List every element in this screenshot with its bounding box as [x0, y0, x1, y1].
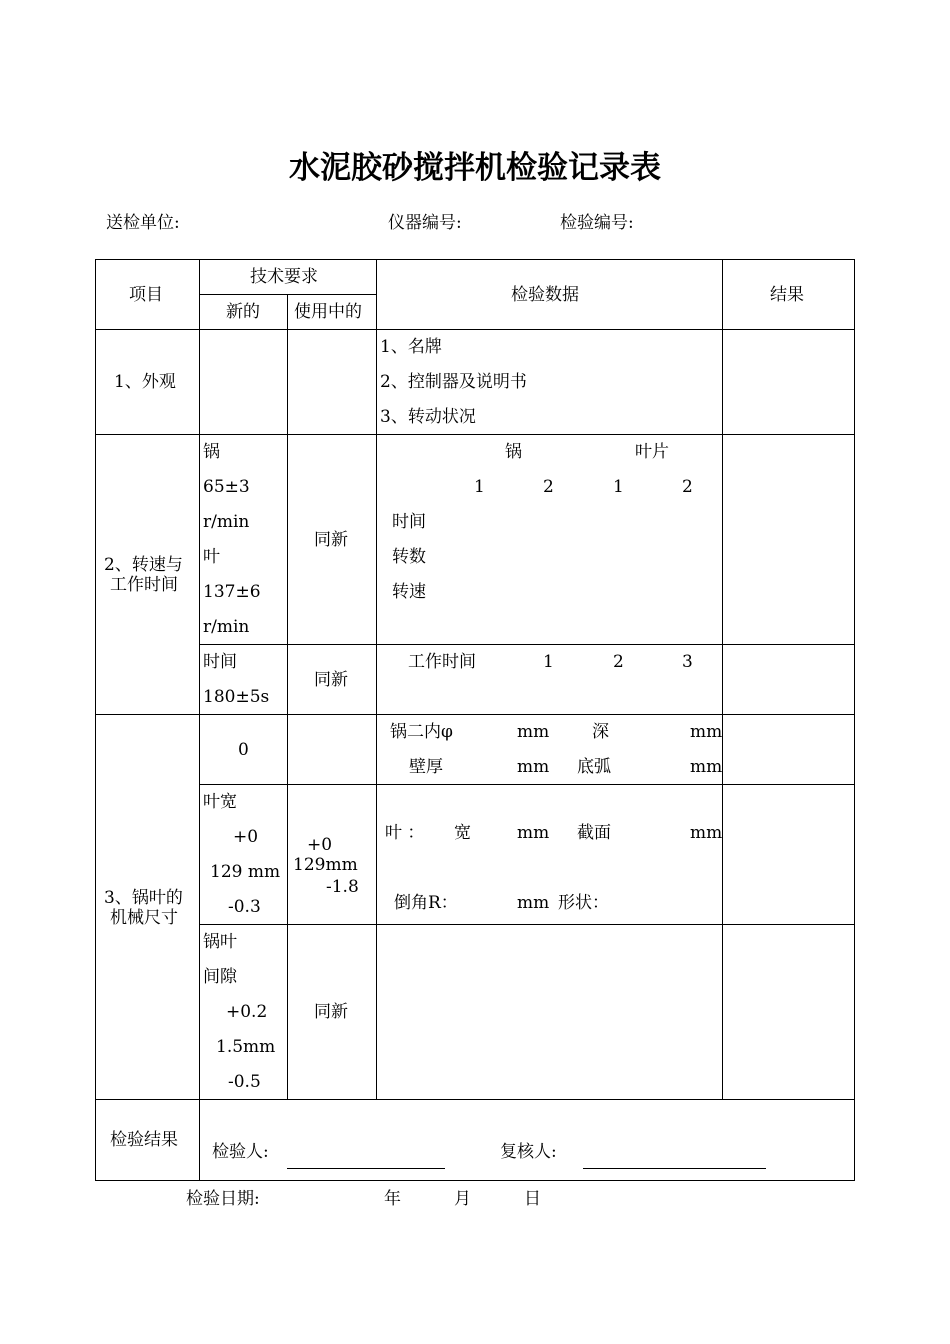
page-title: 水泥胶砂搅拌机检验记录表: [289, 150, 661, 186]
col-new: 新的: [226, 302, 260, 322]
sub2-new-line: +0: [233, 827, 259, 847]
speed-num: 2: [682, 477, 693, 497]
sub3-new-line: 间隙: [203, 967, 237, 987]
sub2-in-use-line: +0: [307, 835, 333, 855]
speed-pot-header: 锅: [505, 442, 522, 462]
col-tech-req: 技术要求: [250, 267, 318, 287]
sub3-new-line: 1.5mm: [216, 1037, 276, 1057]
sub2-in-use-line: 129mm: [293, 855, 358, 875]
time-new-line: 时间: [203, 652, 237, 672]
sub3-new-line: -0.5: [228, 1072, 261, 1092]
sub1-line2: 底弧: [577, 757, 611, 777]
inspector-signature-line[interactable]: [287, 1168, 445, 1169]
sub2-line1: mm: [690, 823, 723, 843]
work-time-num: 2: [613, 652, 624, 672]
sub1-new: 0: [238, 740, 249, 760]
sub2-line1: mm: [517, 823, 550, 843]
sub1-line2: mm: [517, 757, 550, 777]
col-in-use: 使用中的: [294, 302, 362, 322]
work-time-label: 工作时间: [408, 652, 476, 672]
speed-new-line: r/min: [203, 512, 250, 532]
sub1-line2: mm: [690, 757, 723, 777]
sub2-line2: 形状：: [558, 893, 609, 913]
date-month: 月: [454, 1189, 471, 1209]
inspection-no-label: 检验编号:: [560, 213, 634, 233]
sub2-line1: 截面: [577, 823, 611, 843]
speed-new-line: 137±6: [203, 582, 261, 602]
speed-new-line: r/min: [203, 617, 250, 637]
row1-data-line: 3、转动状况: [380, 407, 476, 427]
row3-item: 机械尺寸: [110, 908, 178, 928]
row2-item: 工作时间: [110, 575, 178, 595]
sub3-in-use: 同新: [314, 1002, 348, 1022]
sub2-line2: mm: [517, 893, 550, 913]
speed-blade-header: 叶片: [635, 442, 669, 462]
speed-row-label: 时间: [392, 512, 426, 532]
sender-unit-label: 送检单位:: [106, 213, 180, 233]
row1-item: 1、外观: [114, 372, 176, 392]
date-label: 检验日期:: [186, 1189, 260, 1209]
inspector-label: 检验人:: [212, 1142, 269, 1162]
sub2-new-line: -0.3: [228, 897, 261, 917]
sub2-in-use-line: -1.8: [326, 877, 359, 897]
speed-new-line: 叶: [203, 547, 220, 567]
sub2-line2: 倒角R：: [394, 893, 458, 913]
sub1-line1: mm: [517, 722, 550, 742]
row1-data-line: 1、名牌: [380, 337, 442, 357]
sub1-line1: 深: [592, 722, 609, 742]
row3-item: 3、锅叶的: [104, 888, 183, 908]
speed-new-line: 65±3: [203, 477, 250, 497]
speed-num: 1: [613, 477, 624, 497]
sub1-line2: 壁厚: [409, 757, 443, 777]
work-time-num: 3: [682, 652, 693, 672]
row2-item: 2、转速与: [104, 555, 183, 575]
speed-num: 1: [474, 477, 485, 497]
col-item: 项目: [129, 285, 163, 305]
result-label: 检验结果: [110, 1130, 178, 1150]
speed-in-use: 同新: [314, 530, 348, 550]
date-day: 日: [524, 1189, 541, 1209]
speed-row-label: 转速: [392, 582, 426, 602]
sub1-line1: 锅二内φ: [390, 722, 453, 742]
row1-data-line: 2、控制器及说明书: [380, 372, 527, 392]
instrument-no-label: 仪器编号:: [388, 213, 462, 233]
reviewer-signature-line[interactable]: [583, 1168, 766, 1169]
date-year: 年: [384, 1189, 401, 1209]
sub3-new-line: 锅叶: [203, 932, 237, 952]
sub2-line1: 叶 ：: [385, 823, 425, 843]
work-time-num: 1: [543, 652, 554, 672]
col-data: 检验数据: [511, 285, 579, 305]
speed-new-line: 锅: [203, 442, 220, 462]
sub2-new-line: 叶宽: [203, 792, 237, 812]
time-in-use: 同新: [314, 670, 348, 690]
speed-row-label: 转数: [392, 547, 426, 567]
sub3-new-line: +0.2: [226, 1002, 268, 1022]
time-new-line: 180±5s: [203, 687, 270, 707]
col-result: 结果: [770, 285, 804, 305]
sub1-line1: mm: [690, 722, 723, 742]
reviewer-label: 复核人:: [500, 1142, 557, 1162]
sub2-line1: 宽: [454, 823, 471, 843]
speed-num: 2: [543, 477, 554, 497]
sub2-new-line: 129 mm: [210, 862, 281, 882]
